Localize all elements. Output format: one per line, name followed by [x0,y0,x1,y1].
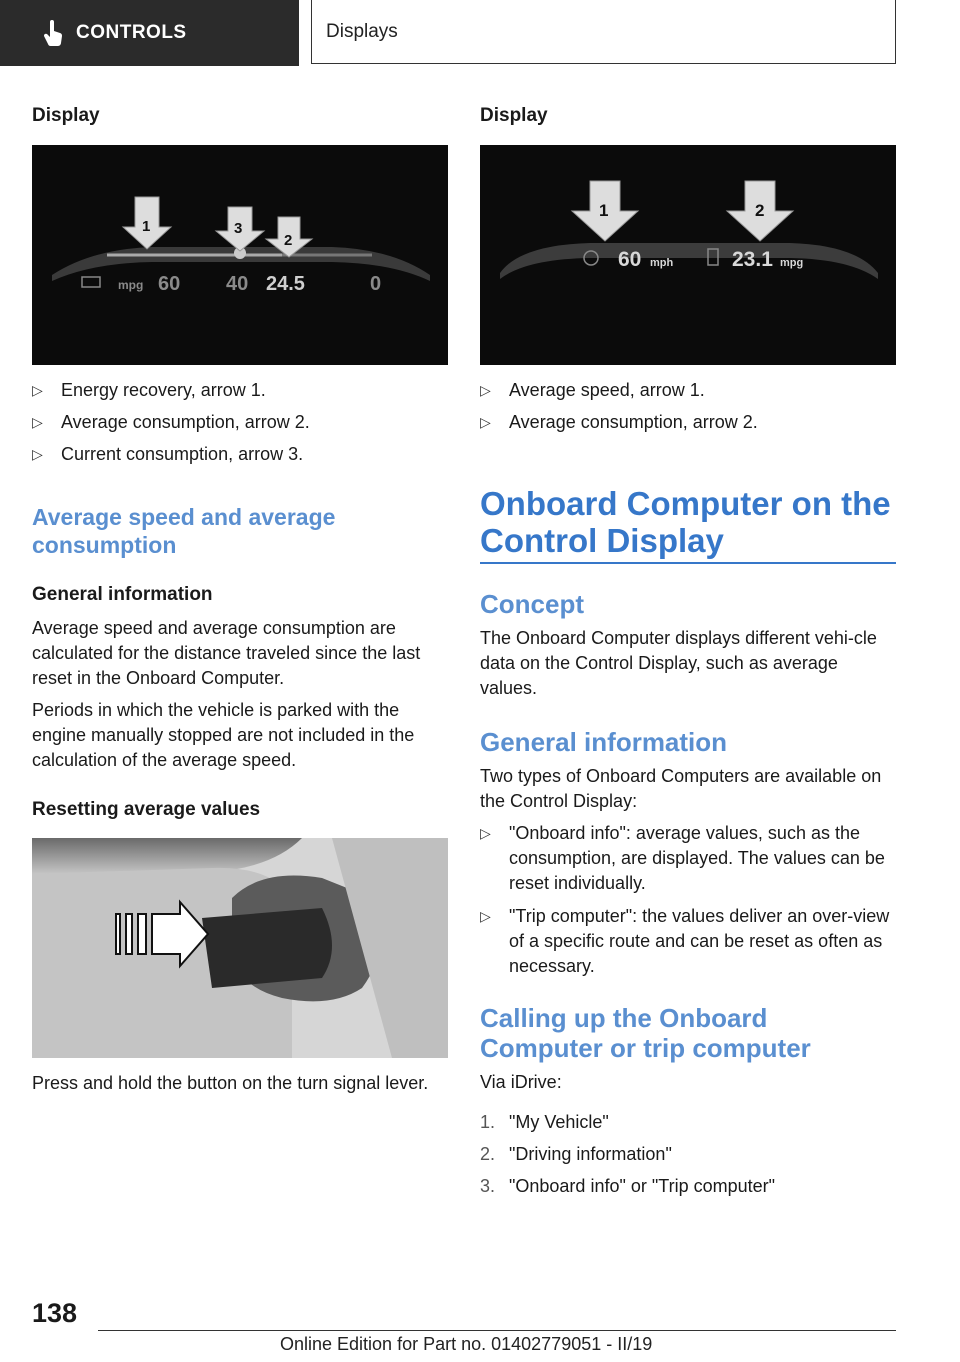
instrument-display-image-1 [32,145,448,365]
turn-signal-graphic [32,838,448,1058]
turn-signal-image [32,838,448,1058]
scale-60: 60 [158,273,181,295]
bullet-item: ▷ Current consumption, arrow 3. [32,442,448,467]
triangle-bullet-icon: ▷ [480,382,491,398]
consumption-unit: mpg [780,257,804,269]
bullet-item: ▷ Average consumption, arrow 2. [32,410,448,435]
touch-hand-icon [42,20,64,46]
step-item: 1. "My Vehicle" [480,1112,609,1132]
title-rule [480,562,896,564]
display-graphic-1 [32,145,448,365]
instrument-display-image-2 [480,145,896,365]
step-item: 3. "Onboard info" or "Trip computer" [480,1176,776,1196]
arrow-label-2: 2 [755,201,765,220]
footer-rule [98,1330,896,1331]
bullet-item: ▷ Energy recovery, arrow 1. [32,378,448,403]
via-idrive: Via iDrive: [480,1072,562,1092]
general-info-heading-left: General information [32,584,213,605]
press-hold-text: Press and hold the button on the turn signal lever. [32,1073,429,1093]
subsection-label: Displays [311,0,896,64]
page-header [0,0,960,66]
arrow-label-1: 1 [599,201,609,220]
section-label: CONTROLS [76,22,187,43]
bullet-item: ▷ Average consumption, arrow 2. [480,410,896,435]
triangle-bullet-icon: ▷ [480,414,491,430]
step-item: 2. "Driving information" [480,1144,672,1164]
bullet-item: ▷ Average speed, arrow 1. [480,378,896,403]
concept-text: The Onboard Computer displays different vehi‐cle data on the Control Display, such as average values. [480,628,877,698]
arrow-label-3: 3 [234,220,243,237]
avg-speed-value: 60 [618,248,642,271]
reset-heading: Resetting average values [32,799,261,820]
triangle-bullet-icon: ▷ [32,382,43,398]
section-title-average: Average speed and average consumption [32,504,336,558]
display-graphic-2 [480,145,896,365]
general-info-text: Two types of Onboard Computers are available on the Control Display: [480,766,882,811]
triangle-bullet-icon: ▷ [32,414,43,430]
unit-mpg: mpg [118,278,144,292]
triangle-bullet-icon: ▷ [480,825,491,841]
paragraph-calculation: Average speed and average consumption are calculated for the distance traveled since the last reset in the Onboard Computer. [32,618,421,688]
bullet-item: ▷ "Trip computer": the values deliver an over‐view of a specific route and can be reset as often as necessary. [480,906,890,976]
section-tab [0,0,299,66]
general-info-heading-right: General information [480,727,728,757]
calling-heading: Calling up the Onboard Computer or trip computer [480,1003,811,1063]
bullet-item: ▷ "Onboard info": average values, such as the consumption, are displayed. The values can be reset individually. [480,823,885,893]
speed-unit: mph [650,257,674,269]
avg-consumption-value: 23.1 [732,248,773,271]
main-title: Onboard Computer on the Control Display [480,485,891,559]
triangle-bullet-icon: ▷ [480,908,491,924]
current-value: 24.5 [266,273,305,295]
edition-text: Online Edition for Part no. 01402779051 - II/19 [280,1334,653,1354]
arrow-label-2: 2 [284,232,293,249]
concept-heading: Concept [480,589,584,619]
display-label-left: Display [32,105,100,126]
display-label-right: Display [480,105,548,126]
arrow-label-1: 1 [142,218,151,235]
page-number: 138 [32,1298,78,1328]
triangle-bullet-icon: ▷ [32,446,43,462]
scale-0: 0 [370,273,382,295]
paragraph-parked: Periods in which the vehicle is parked with the engine manually stopped are not included in the calculation of the average speed. [32,700,415,770]
scale-40: 40 [226,273,249,295]
